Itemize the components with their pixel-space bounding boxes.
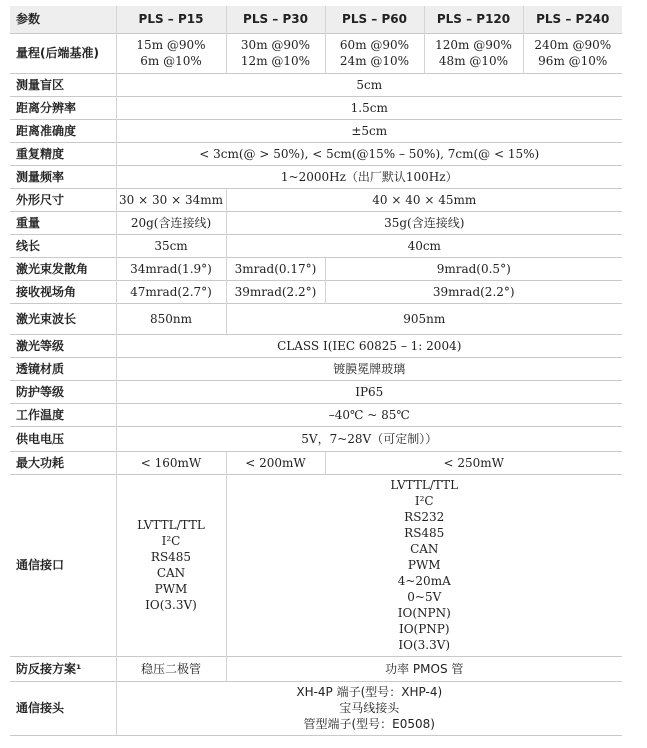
row-weight [10, 211, 622, 234]
temperature-label: 工作温度 [10, 403, 116, 426]
row-fov [10, 280, 622, 303]
range-p60-10: 24m @10% [339, 54, 410, 68]
row-voltage [10, 426, 622, 451]
fov-p30: 39mrad(2.2°) [226, 280, 325, 303]
connector-label: 通信接头 [10, 681, 116, 735]
connector-item: 管型端子(型号：E0508) [303, 717, 435, 731]
row-frequency [10, 165, 622, 188]
voltage-value: 5V，7~28V（可定制）） [116, 426, 622, 451]
interface-others [226, 474, 622, 656]
range-p240-90: 240m @90% [534, 38, 612, 52]
row-resolution [10, 96, 622, 119]
fov-p15: 47mrad(2.7°) [116, 280, 226, 303]
dimensions-label: 外形尺寸 [10, 188, 116, 211]
range-p120 [424, 33, 523, 73]
spec-table [10, 6, 622, 736]
interface-others-item: LVTTL/TTL [390, 478, 459, 492]
reverse-p15: 稳压二极管 [116, 656, 226, 681]
cable-label: 线长 [10, 234, 116, 257]
weight-label: 重量 [10, 211, 116, 234]
lens-value: 镀膜冕牌玻璃 [116, 357, 622, 380]
interface-others-item: IO(PNP) [398, 622, 450, 636]
range-p60 [325, 33, 424, 73]
power-p15: < 160mW [116, 451, 226, 474]
temperature-value: –40℃ ~ 85℃ [116, 403, 622, 426]
fov-label: 接收视场角 [10, 280, 116, 303]
range-p30-10: 12m @10% [240, 54, 311, 68]
blind-zone-value: 5cm [116, 73, 622, 96]
accuracy-value: ±5cm [116, 119, 622, 142]
row-connector [10, 681, 622, 735]
range-p60-90: 60m @90% [339, 38, 410, 52]
repeatability-value: < 3cm(@ > 50%), < 5cm(@15% – 50%), 7cm(@ < 15%) [116, 142, 622, 165]
interface-others-item: PWM [407, 558, 441, 572]
range-p240 [523, 33, 622, 73]
interface-p15-item: LVTTL/TTL [137, 518, 205, 532]
laser-class-value: CLASS I(IEC 60825 – 1: 2004) [116, 334, 622, 357]
wavelength-p15: 850nm [116, 303, 226, 334]
row-accuracy [10, 119, 622, 142]
header-param: 参数 [10, 6, 116, 33]
resolution-value: 1.5cm [116, 96, 622, 119]
wavelength-others: 905nm [226, 303, 622, 334]
cable-p15: 35cm [116, 234, 226, 257]
interface-others-item: 4~20mA [397, 574, 451, 588]
connector-item: 宝马线接头 [339, 701, 400, 715]
frequency-label: 测量频率 [10, 165, 116, 188]
interface-p15-item: CAN [156, 566, 186, 580]
interface-others-item: RS232 [404, 510, 445, 524]
range-label: 量程(后端基准) [10, 33, 116, 73]
wavelength-label: 激光束波长 [10, 303, 116, 334]
power-p30: < 200mW [226, 451, 325, 474]
accuracy-label: 距离准确度 [10, 119, 116, 142]
interface-others-item: CAN [410, 542, 439, 556]
row-cable [10, 234, 622, 257]
row-divergence [10, 257, 622, 280]
row-dimensions [10, 188, 622, 211]
dimensions-others: 40 × 40 × 45mm [226, 188, 622, 211]
range-p15-10: 6m @10% [140, 54, 202, 68]
interface-others-item: IO(NPN) [397, 606, 451, 620]
protection-label: 防护等级 [10, 380, 116, 403]
header-p30: PLS – P30 [226, 6, 325, 33]
header-row [10, 6, 622, 33]
row-wavelength [10, 303, 622, 334]
interface-others-item: 0~5V [407, 590, 442, 604]
interface-p15 [116, 474, 226, 656]
weight-others: 35g(含连接线) [226, 211, 622, 234]
frequency-value: 1~2000Hz（出厂默认100Hz） [116, 165, 622, 188]
repeatability-label: 重复精度 [10, 142, 116, 165]
range-p15 [116, 33, 226, 73]
reverse-label: 防反接方案¹ [10, 656, 116, 681]
blind-zone-label: 测量盲区 [10, 73, 116, 96]
row-reverse [10, 656, 622, 681]
voltage-label: 供电电压 [10, 426, 116, 451]
resolution-label: 距离分辨率 [10, 96, 116, 119]
range-p15-90: 15m @90% [136, 38, 206, 52]
divergence-p15: 34mrad(1.9°) [116, 257, 226, 280]
laser-class-label: 激光等级 [10, 334, 116, 357]
protection-value: IP65 [116, 380, 622, 403]
interface-others-item: IO(3.3V) [398, 638, 451, 652]
divergence-label: 激光束发散角 [10, 257, 116, 280]
header-p240: PLS – P240 [523, 6, 622, 33]
lens-label: 透镜材质 [10, 357, 116, 380]
range-p30 [226, 33, 325, 73]
weight-p15: 20g(含连接线) [116, 211, 226, 234]
interface-others-item: RS485 [404, 526, 445, 540]
header-p60: PLS – P60 [325, 6, 424, 33]
divergence-others: 9mrad(0.5°) [325, 257, 622, 280]
fov-others: 39mrad(2.2°) [325, 280, 622, 303]
connector-value [116, 681, 622, 735]
row-lens [10, 357, 622, 380]
row-laser-class [10, 334, 622, 357]
row-protection [10, 380, 622, 403]
row-blind-zone [10, 73, 622, 96]
range-p120-90: 120m @90% [435, 38, 512, 52]
row-temperature [10, 403, 622, 426]
range-p240-10: 96m @10% [538, 54, 608, 68]
power-others: < 250mW [325, 451, 622, 474]
interface-p15-item: RS485 [150, 550, 192, 564]
range-p30-90: 30m @90% [240, 38, 311, 52]
interface-label: 通信接口 [10, 474, 116, 656]
row-power [10, 451, 622, 474]
cable-others: 40cm [226, 234, 622, 257]
header-p15: PLS – P15 [116, 6, 226, 33]
dimensions-p15: 30 × 30 × 34mm [116, 188, 226, 211]
interface-p15-item: I²C [161, 534, 181, 548]
interface-p15-item: IO(3.3V) [145, 598, 197, 612]
divergence-p30: 3mrad(0.17°) [226, 257, 325, 280]
row-interface [10, 474, 622, 656]
power-label: 最大功耗 [10, 451, 116, 474]
header-p120: PLS – P120 [424, 6, 523, 33]
interface-p15-item: PWM [154, 582, 188, 596]
interface-others-item: I²C [414, 494, 434, 508]
connector-item: XH-4P 端子(型号：XHP-4) [296, 685, 443, 699]
range-p120-10: 48m @10% [438, 54, 509, 68]
row-repeatability [10, 142, 622, 165]
row-range [10, 33, 622, 73]
reverse-others: 功率 PMOS 管 [226, 656, 622, 681]
